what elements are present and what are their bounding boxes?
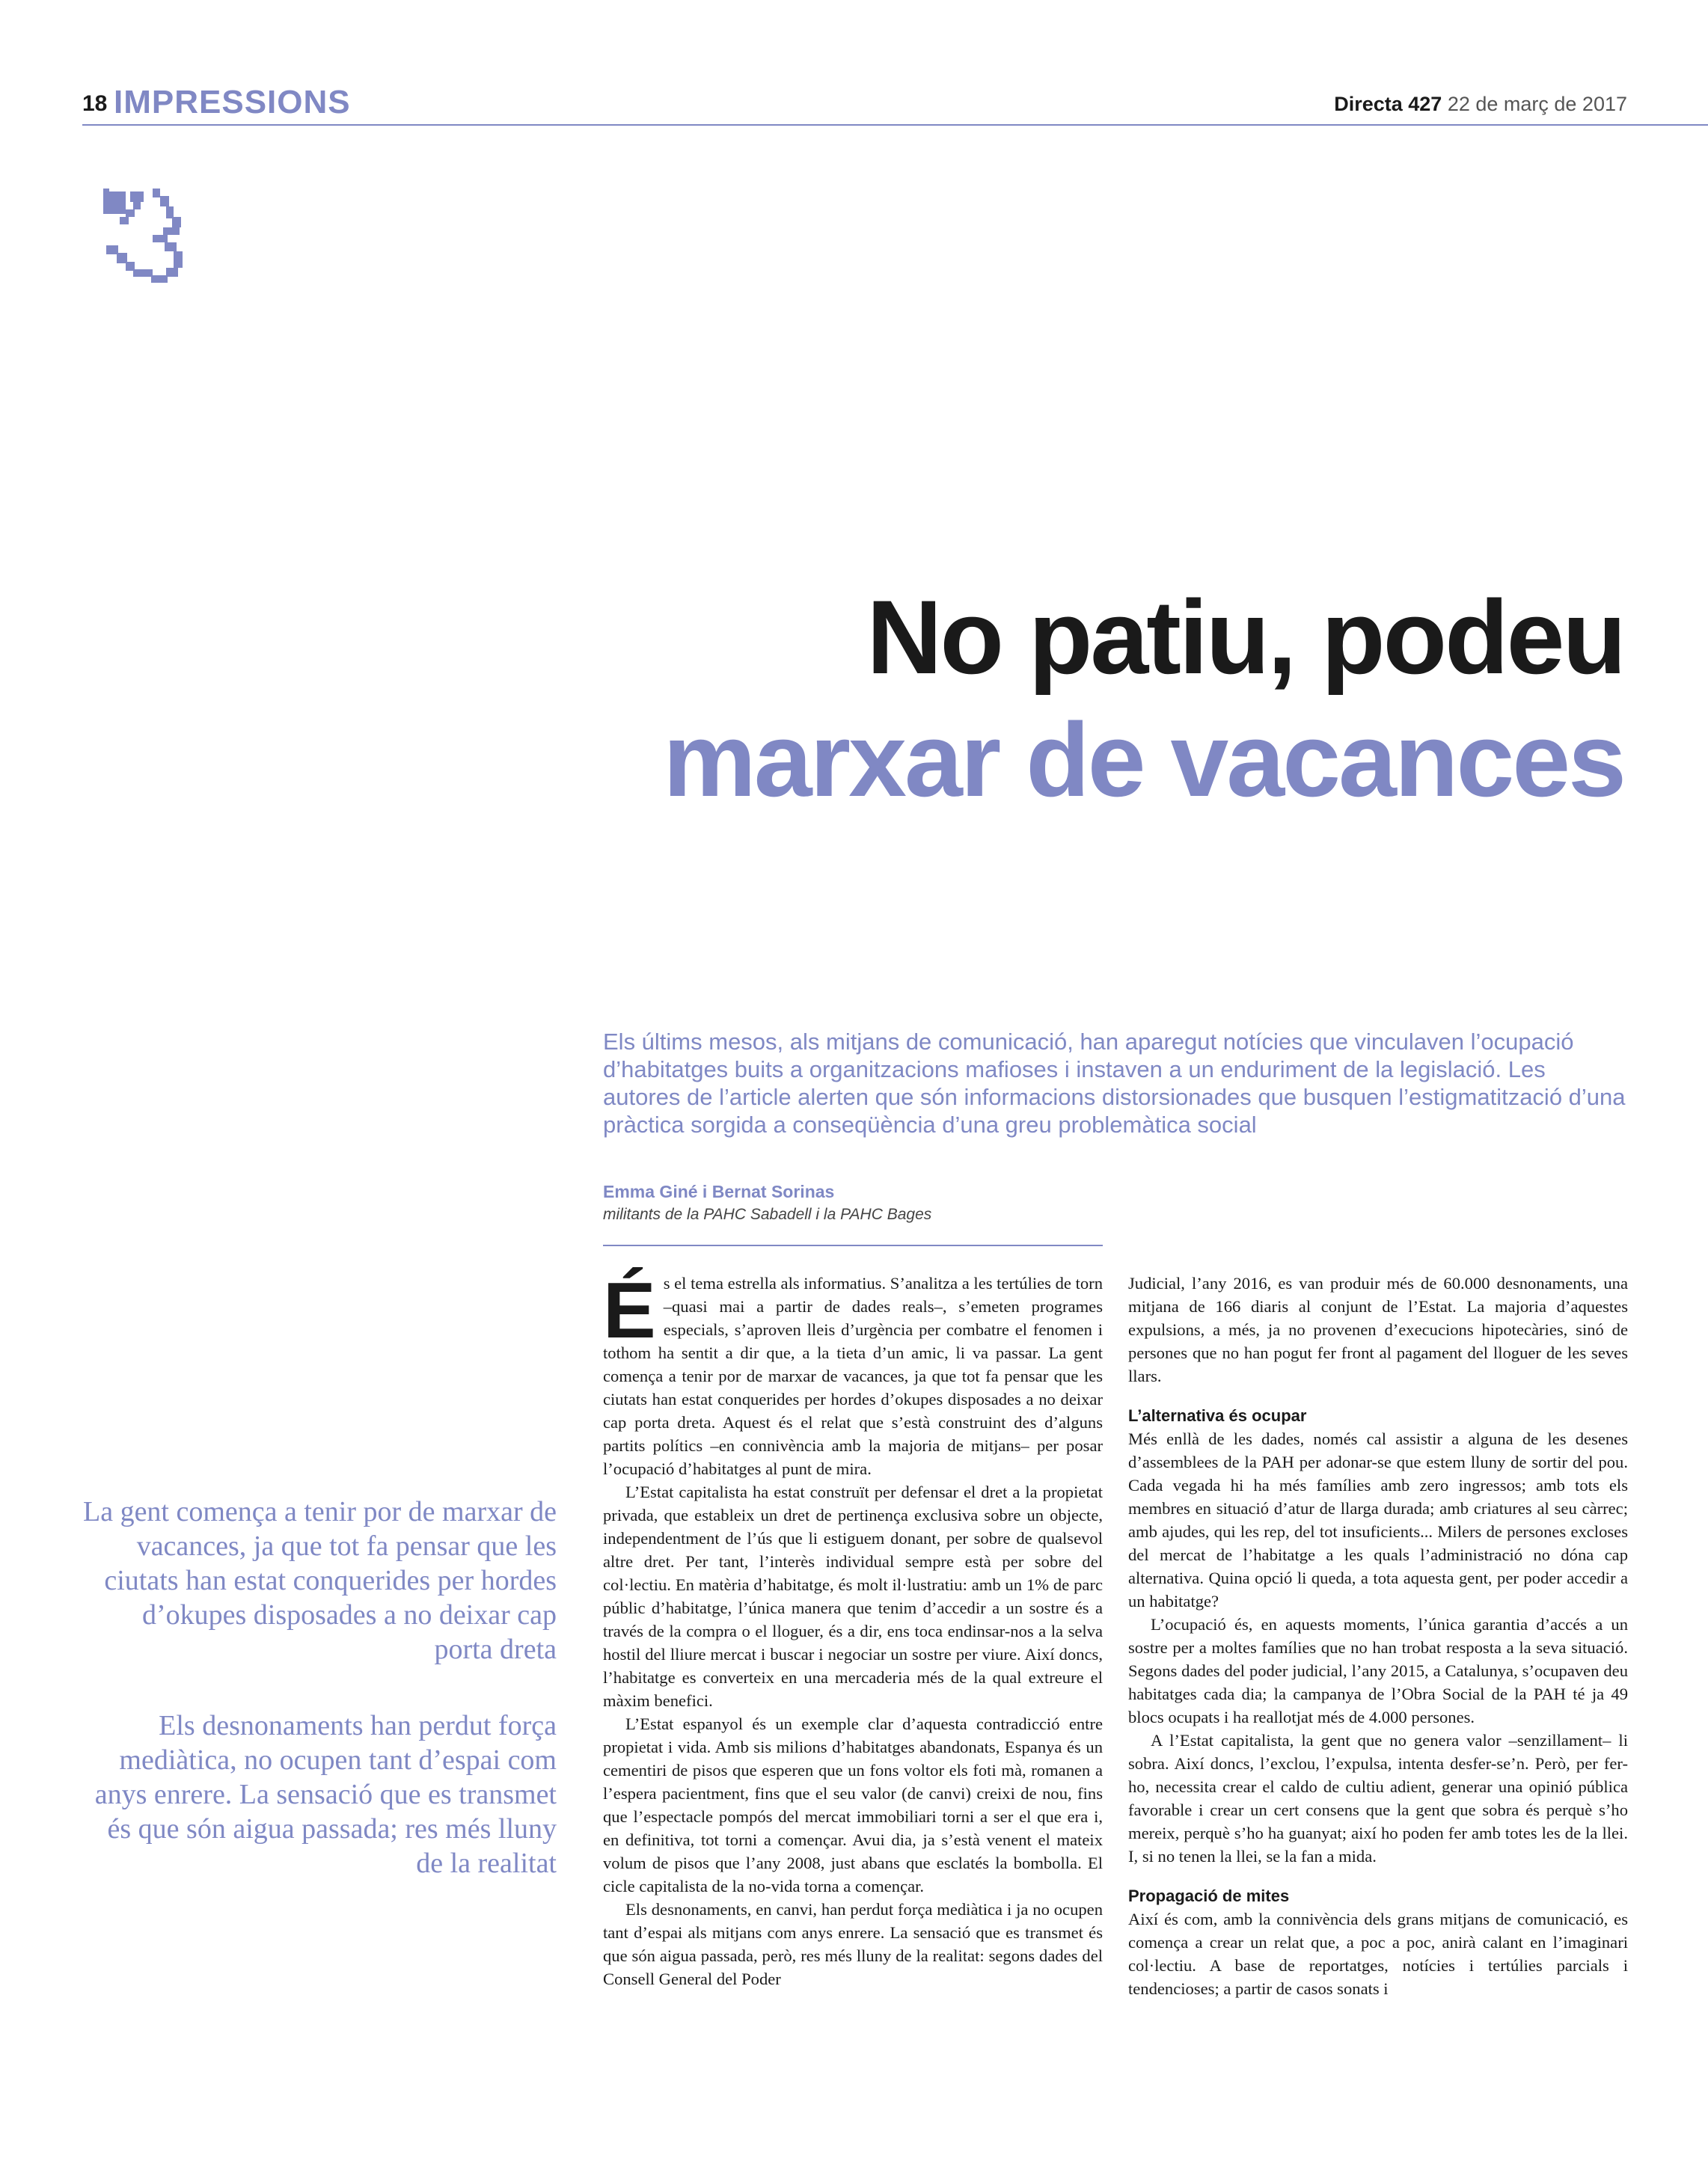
standfirst: Els últims mesos, als mitjans de comunicació, han aparegut notícies que vinculaven l’ocupació d’habitatges buits a organitzacions mafioses i instaven a un enduriment de la legislació. Les autores de l’article alerten que són informacions distorsionades que busquen l’estigmatització d’una pràctica sorgida a conseqüència d’una greu problemàtica social <box>603 1029 1626 1138</box>
headline <box>663 576 1624 821</box>
page-number: 18 <box>82 91 108 116</box>
body-paragraph: Judicial, l’any 2016, es van produir més de 60.000 desnonaments, una mitjana de 166 diaris al conjunt de l’Estat. La majoria d’aquestes expulsions, a més, ja no provenen d’execucions hipotecàries, sinó de persones que no han pogut fer front al pagament del lloguer de les seves llars. <box>1128 1274 1628 1385</box>
body-column-1 <box>603 1266 1103 1990</box>
body-paragraph: Més enllà de les dades, només cal assistir a alguna de les desenes d’assemblees de la PAH per adonar-se que estem lluny de sortir del pou. Cada vegada hi ha més famílies amb zero ingressos; amb tots els membres en situació d’atur de llarga durada; amb criatures al seu càrrec; amb ajudes, qui les rep, del tot insuficients... Milers de persones excloses del mercat de l’habitatge a les quals l’administració no dóna cap alternativa. Quina opció li queda, a tota aquesta gent, per poder accedir a un habitatge? <box>1128 1429 1628 1611</box>
masthead <box>1334 93 1627 116</box>
byline-role: militants de la PAHC Sabadell i la PAHC Bages <box>603 1206 932 1223</box>
body-paragraph: L’ocupació és, en aquests moments, l’única garantia d’accés a un sostre per a moltes famílies que no han trobat resposta a la seva situació. Segons dades del poder judicial, l’any 2015, a Catalunya, s’ocupaven deu habitatges cada dia; la campanya de l’Obra Social de la PAH té ja 49 blocs ocupats i ha reallotjat més de 4.000 persones. <box>1128 1615 1628 1726</box>
byline-authors: Emma Giné i Bernat Sorinas <box>603 1182 835 1201</box>
issue-date: 22 de març de 2017 <box>1447 93 1627 115</box>
body-paragraph: A l’Estat capitalista, la gent que no genera valor –senzillament– li sobra. Així doncs, l’exclou, l’expulsa, intenta desfer-se’n. Però, per fer-ho, necessita crear el caldo de cultiu adient, generar una opinió pública favorable i crear un cert consens que la gent que sobra és perquè s’ho mereix, perquè s’ho ha guanyat; així ho poden fer amb totes les de la llei. I, si no tenen la llei, se la fan a mida. <box>1128 1731 1628 1866</box>
body-column-2 <box>1128 1272 1628 2000</box>
face-profile-logo <box>103 189 215 301</box>
pull-quote-2: Els desnonaments han perdut força mediàtica, no ocupen tant d’espai com anys enrere. La sensació que es transmet és que són aigua passada; res més lluny de la realitat <box>94 1710 557 1879</box>
headline-line-1: No patiu, podeu <box>866 578 1624 696</box>
body-paragraph: És el tema estrella als informatius. S’analitza a les tertúlies de torn –quasi mai a partir de dades reals–, s’emeten programes especials, s’aproven lleis d’urgència per combatre el fenomen i tothom ha sentit a dir que, a la tieta d’un amic, li va passar. La gent comença a tenir por de marxar de vacances, ja que tot fa pensar que les ciutats han estat conquerides per hordes d’okupes disposades a no deixar cap porta dreta. Aquest és el relat que s’està construint des d’alguns partits polítics –en connivència amb la majoria de mitjans– per posar l’ocupació d’habitatges al punt de mira. <box>603 1266 1103 1478</box>
publication-name: Directa 427 <box>1334 93 1442 115</box>
body-paragraph: L’Estat espanyol és un exemple clar d’aquesta contradicció entre propietat i vida. Amb sis milions d’habitatges abandonats, Espanya és un cementiri de pisos que esperen que un fons voltor els foti mà, romanen a l’espera pacientment, fins que el seu valor (de canvi) creixi de nou, fins que l’espectacle pompós del mercat immobiliari torni a ser el que era i, en definitiva, tot torni a començar. Avui dia, ja s’està venent el mateix volum de pisos que l’any 2008, just abans que esclatés la bombolla. El cicle capitalista de la no-vida torna a començar. <box>603 1714 1103 1895</box>
subheading: L’alternativa és ocupar <box>1128 1406 1307 1425</box>
headline-line-2: marxar de vacances <box>663 701 1624 818</box>
subheading: Propagació de mites <box>1128 1887 1290 1905</box>
byline-rule <box>603 1245 1103 1246</box>
body-paragraph: L’Estat capitalista ha estat construït per defensar el dret a la propietat privada, que estableix un dret de pertinença exclusiva sobre un objecte, independentment de l’ús que li estiguem donant, per sobre de qualsevol altre dret. Per tant, l’interès individual sempre està per sobre del col·lectiu. En matèria d’habitatge, és molt il·lustratiu: amb un 1% de parc públic d’habitatge, l’única manera que tenim d’accedir a un sostre és a través de la compra o el lloguer, és a dir, ens toca endinsar-nos a la selva hostil del lliure mercat i buscar i negociar un sostre per viure. Així doncs, l’habitatge es converteix en una mercaderia més de la qual extreure el màxim benefici. <box>603 1483 1103 1710</box>
header-rule <box>82 124 1708 126</box>
body-paragraph: Els desnonaments, en canvi, han perdut força mediàtica i ja no ocupen tant d’espai als mitjans com anys enrere. La sensació que es transmet és que són aigua passada, però, res més lluny de la realitat: segons dades del Consell General del Poder <box>603 1900 1103 1988</box>
section-title: IMPRESSIONS <box>114 84 351 120</box>
body-paragraph: Així és com, amb la connivència dels grans mitjans de comunicació, es comença a crear un relat que, a poc a poc, anirà calant en l’imaginari col·lectiu. A base de reportatges, notícies i tertúlies parcials i tendencioses; a partir de casos sonats i <box>1128 1910 1628 1998</box>
pull-quote-1: La gent comença a tenir por de marxar de vacances, ja que tot fa pensar que les ciutats han estat conquerides per hordes d’okupes disposades a no deixar cap porta dreta <box>82 1496 557 1665</box>
drop-cap: É <box>603 1266 656 1355</box>
